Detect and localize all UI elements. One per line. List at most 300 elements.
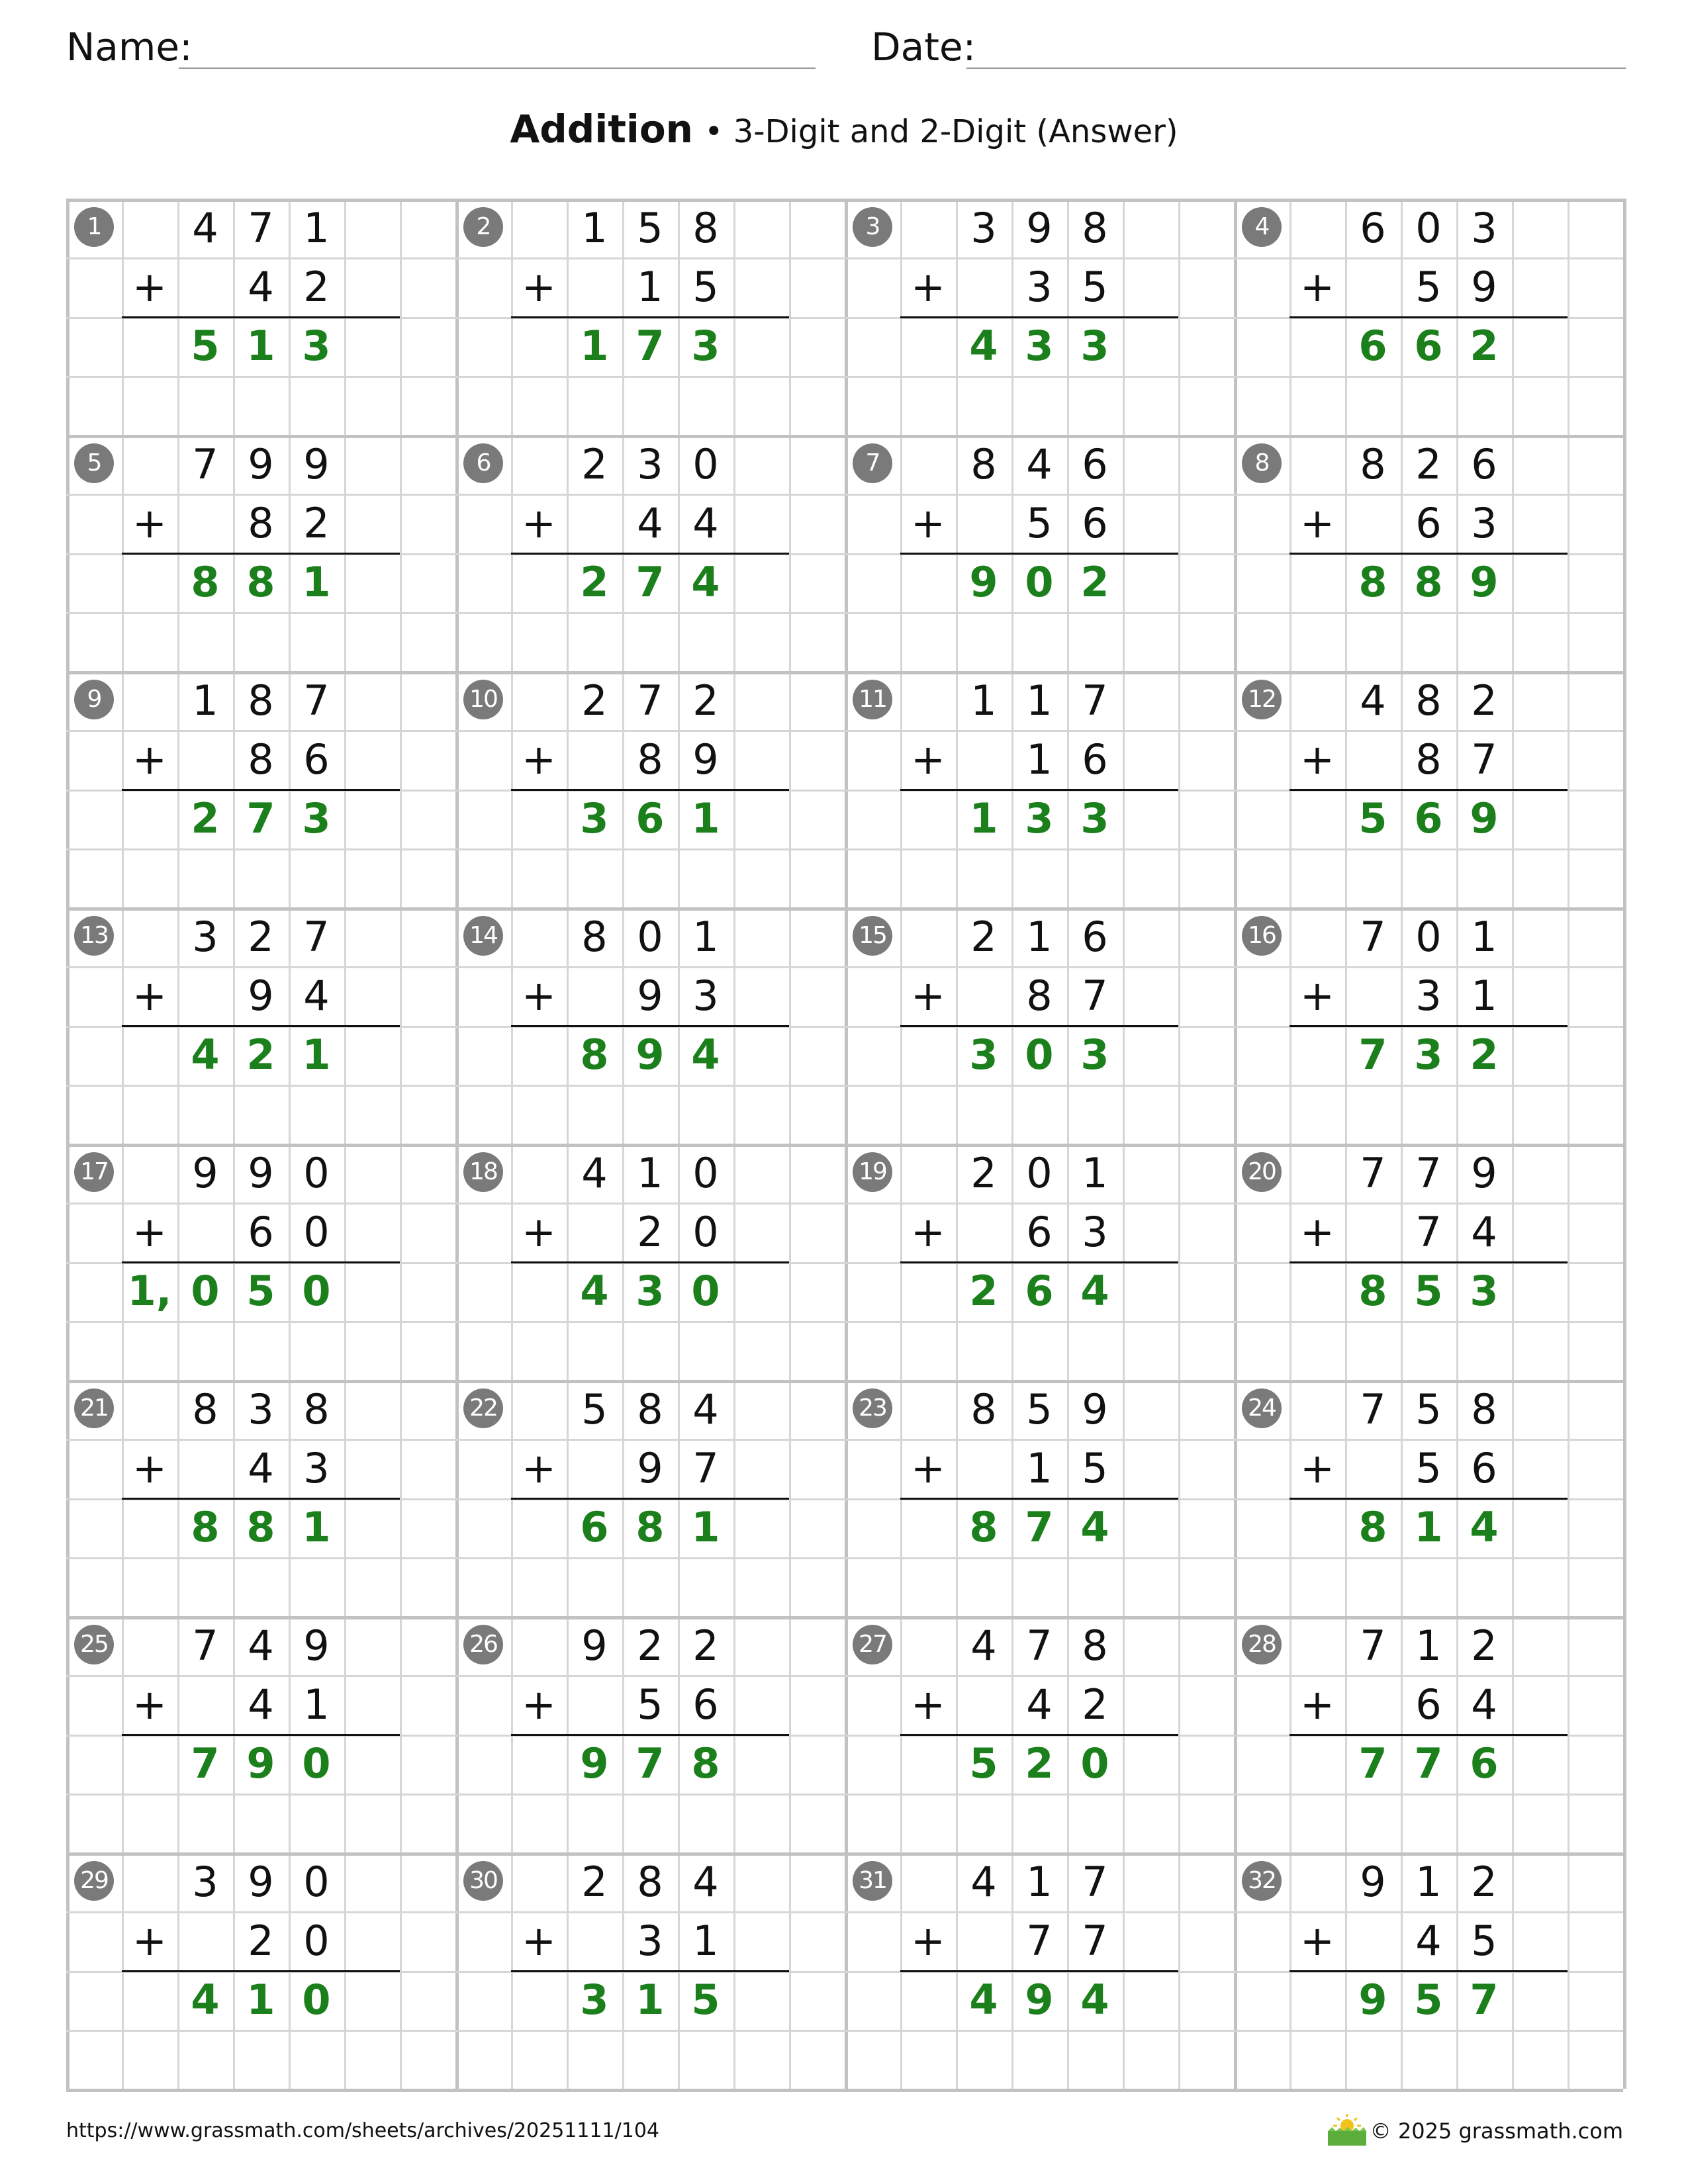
addend-2-digit: 4 <box>303 972 330 1020</box>
problem-number-badge: 2 <box>463 207 503 247</box>
problem-number-badge: 13 <box>74 916 114 956</box>
answer-digit: 1 <box>302 1030 331 1079</box>
answer-digit: 9 <box>969 558 998 606</box>
answer-digit: 8 <box>691 1739 720 1788</box>
addend-1-digit: 3 <box>1471 204 1497 252</box>
addend-1-digit: 6 <box>1082 913 1108 961</box>
problem-13 <box>66 907 455 1144</box>
problem-number-badge: 19 <box>853 1152 892 1192</box>
title-main: Addition <box>510 107 693 152</box>
addend-2-digit: 4 <box>1471 1680 1497 1729</box>
answer-digit: 0 <box>302 1739 331 1788</box>
answer-digit: 5 <box>969 1739 998 1788</box>
addend-2-digit: 1 <box>637 263 663 311</box>
answer-digit: 1 <box>246 1976 275 2024</box>
answer-digit: 5 <box>246 1267 275 1315</box>
addend-2-digit: 4 <box>637 499 663 547</box>
addend-2-digit: 0 <box>303 1208 330 1256</box>
problem-number-badge: 27 <box>853 1625 892 1664</box>
answer-digit: 8 <box>635 1503 665 1551</box>
answer-digit: 3 <box>1025 322 1054 370</box>
addend-1-digit: 2 <box>248 913 274 961</box>
addend-2-digit: 6 <box>692 1680 719 1729</box>
problem-6 <box>455 435 845 671</box>
addend-1-digit: 8 <box>970 1385 997 1433</box>
answer-digit: 8 <box>246 558 275 606</box>
name-label: Name: <box>66 24 193 69</box>
plus-sign: + <box>132 263 167 311</box>
addend-1-digit: 9 <box>1360 1858 1386 1906</box>
answer-digit: 0 <box>302 1267 331 1315</box>
addend-2-digit: 6 <box>1082 499 1108 547</box>
answer-digit: 9 <box>246 1739 275 1788</box>
problem-number-badge: 15 <box>853 916 892 956</box>
addend-2-digit: 3 <box>1026 263 1053 311</box>
answer-digit: 5 <box>1414 1267 1443 1315</box>
answer-digit: 1 <box>635 1976 665 2024</box>
addend-1-digit: 0 <box>303 1858 330 1906</box>
answer-digit: 3 <box>302 322 331 370</box>
answer-digit: 4 <box>1080 1976 1109 2024</box>
problem-number-badge: 24 <box>1242 1388 1282 1428</box>
addend-1-digit: 7 <box>637 676 663 725</box>
addend-1-digit: 2 <box>970 913 997 961</box>
addend-1-digit: 8 <box>581 913 608 961</box>
addend-1-digit: 7 <box>1082 676 1108 725</box>
footer-url[interactable]: https://www.grassmath.com/sheets/archives/20251111/104 <box>66 2119 660 2142</box>
addend-2-digit: 0 <box>692 1208 719 1256</box>
answer-digit: 8 <box>1414 558 1443 606</box>
plus-sign: + <box>1300 1917 1335 1965</box>
answer-digit: 2 <box>246 1030 275 1079</box>
answer-digit: 1, <box>127 1267 172 1315</box>
addend-1-digit: 4 <box>692 1858 719 1906</box>
answer-digit: 2 <box>1025 1739 1054 1788</box>
addend-1-digit: 3 <box>637 440 663 488</box>
answer-digit: 7 <box>635 1739 665 1788</box>
addend-1-digit: 9 <box>581 1621 608 1670</box>
plus-sign: + <box>911 972 945 1020</box>
addend-2-digit: 7 <box>1082 1917 1108 1965</box>
answer-digit: 8 <box>1358 1503 1387 1551</box>
answer-digit: 6 <box>1025 1267 1054 1315</box>
addend-2-digit: 6 <box>1026 1208 1053 1256</box>
problem-number-badge: 20 <box>1242 1152 1282 1192</box>
addend-1-digit: 1 <box>1471 913 1497 961</box>
addend-1-digit: 6 <box>1360 204 1386 252</box>
problem-number-badge: 10 <box>463 680 503 719</box>
answer-digit: 1 <box>302 1503 331 1551</box>
answer-digit: 3 <box>969 1030 998 1079</box>
answer-digit: 3 <box>1025 794 1054 842</box>
answer-digit: 8 <box>580 1030 609 1079</box>
addend-1-digit: 1 <box>1415 1621 1442 1670</box>
answer-digit: 5 <box>1414 1976 1443 2024</box>
addend-1-digit: 4 <box>970 1621 997 1670</box>
answer-digit: 7 <box>1358 1030 1387 1079</box>
worksheet-title <box>0 103 1688 158</box>
problem-number-badge: 11 <box>853 680 892 719</box>
problem-2 <box>455 199 845 435</box>
answer-digit: 6 <box>1358 322 1387 370</box>
plus-sign: + <box>1300 1680 1335 1729</box>
addend-1-digit: 8 <box>637 1385 663 1433</box>
addend-2-digit: 7 <box>1415 1208 1442 1256</box>
answer-digit: 7 <box>191 1739 220 1788</box>
plus-sign: + <box>522 499 556 547</box>
plus-sign: + <box>1300 499 1335 547</box>
answer-digit: 0 <box>302 1976 331 2024</box>
answer-digit: 2 <box>1470 322 1499 370</box>
problem-7 <box>845 435 1234 671</box>
problem-11 <box>845 671 1234 907</box>
problem-5 <box>66 435 455 671</box>
answer-digit: 6 <box>635 794 665 842</box>
answer-digit: 8 <box>246 1503 275 1551</box>
answer-digit: 2 <box>1080 558 1109 606</box>
problem-number-badge: 16 <box>1242 916 1282 956</box>
problem-1 <box>66 199 455 435</box>
answer-digit: 0 <box>1080 1739 1109 1788</box>
answer-digit: 7 <box>1025 1503 1054 1551</box>
addend-2-digit: 8 <box>637 735 663 784</box>
problem-number-badge: 12 <box>1242 680 1282 719</box>
plus-sign: + <box>1300 1444 1335 1492</box>
addend-1-digit: 5 <box>637 204 663 252</box>
plus-sign: + <box>132 972 167 1020</box>
problem-number-badge: 29 <box>74 1861 114 1901</box>
problem-25 <box>66 1616 455 1852</box>
answer-digit: 2 <box>1470 1030 1499 1079</box>
addend-1-digit: 7 <box>1360 1385 1386 1433</box>
problem-number-badge: 3 <box>853 207 892 247</box>
answer-digit: 3 <box>1470 1267 1499 1315</box>
addend-2-digit: 5 <box>692 263 719 311</box>
answer-digit: 1 <box>580 322 609 370</box>
answer-digit: 8 <box>969 1503 998 1551</box>
addend-1-digit: 0 <box>1026 1149 1053 1197</box>
problem-number-badge: 9 <box>74 680 114 719</box>
problem-number-badge: 28 <box>1242 1625 1282 1664</box>
addend-1-digit: 2 <box>637 1621 663 1670</box>
addend-1-digit: 2 <box>1471 1621 1497 1670</box>
answer-digit: 8 <box>1358 558 1387 606</box>
problem-number-badge: 31 <box>853 1861 892 1901</box>
addend-1-digit: 4 <box>192 204 218 252</box>
addend-1-digit: 4 <box>581 1149 608 1197</box>
problem-number-badge: 23 <box>853 1388 892 1428</box>
addend-1-digit: 1 <box>192 676 218 725</box>
grass-sun-logo-icon <box>1324 2111 1370 2148</box>
addend-2-digit: 1 <box>692 1917 719 1965</box>
addend-1-digit: 8 <box>637 1858 663 1906</box>
plus-sign: + <box>132 1917 167 1965</box>
answer-digit: 5 <box>691 1976 720 2024</box>
addend-1-digit: 7 <box>1360 913 1386 961</box>
answer-digit: 6 <box>1470 1739 1499 1788</box>
plus-sign: + <box>132 499 167 547</box>
plus-sign: + <box>132 735 167 784</box>
addend-2-digit: 5 <box>1082 263 1108 311</box>
problem-number-badge: 32 <box>1242 1861 1282 1901</box>
problem-number-badge: 5 <box>74 443 114 483</box>
addend-1-digit: 6 <box>1082 440 1108 488</box>
problem-32 <box>1234 1852 1623 2089</box>
date-label: Date: <box>871 24 976 69</box>
addend-1-digit: 3 <box>192 1858 218 1906</box>
addend-1-digit: 8 <box>1082 204 1108 252</box>
answer-digit: 6 <box>1414 794 1443 842</box>
answer-digit: 7 <box>1414 1739 1443 1788</box>
addend-1-digit: 9 <box>248 1858 274 1906</box>
plus-sign: + <box>522 735 556 784</box>
answer-digit: 7 <box>1358 1739 1387 1788</box>
answer-digit: 3 <box>1080 322 1109 370</box>
answer-digit: 4 <box>580 1267 609 1315</box>
problem-20 <box>1234 1144 1623 1380</box>
grid-vline <box>1623 199 1626 2089</box>
addend-1-digit: 3 <box>248 1385 274 1433</box>
problem-number-badge: 17 <box>74 1152 114 1192</box>
addend-1-digit: 0 <box>1415 204 1442 252</box>
addend-1-digit: 9 <box>303 1621 330 1670</box>
addend-2-digit: 5 <box>1471 1917 1497 1965</box>
addend-2-digit: 6 <box>1415 499 1442 547</box>
answer-digit: 9 <box>1470 558 1499 606</box>
answer-digit: 4 <box>691 1030 720 1079</box>
problem-number-badge: 22 <box>463 1388 503 1428</box>
addend-1-digit: 0 <box>637 913 663 961</box>
answer-digit: 3 <box>580 1976 609 2024</box>
problem-22 <box>455 1380 845 1616</box>
answer-digit: 3 <box>580 794 609 842</box>
answer-digit: 0 <box>191 1267 220 1315</box>
addend-1-digit: 9 <box>248 1149 274 1197</box>
problem-9 <box>66 671 455 907</box>
addend-1-digit: 9 <box>1026 204 1053 252</box>
addend-2-digit: 2 <box>1082 1680 1108 1729</box>
plus-sign: + <box>1300 735 1335 784</box>
addend-1-digit: 0 <box>692 1149 719 1197</box>
problem-30 <box>455 1852 845 2089</box>
problem-23 <box>845 1380 1234 1616</box>
addend-1-digit: 8 <box>1471 1385 1497 1433</box>
answer-digit: 1 <box>691 1503 720 1551</box>
addend-1-digit: 8 <box>1415 676 1442 725</box>
answer-digit: 8 <box>191 1503 220 1551</box>
addend-1-digit: 7 <box>303 913 330 961</box>
addend-1-digit: 1 <box>637 1149 663 1197</box>
addend-2-digit: 5 <box>1415 1444 1442 1492</box>
problem-number-badge: 26 <box>463 1625 503 1664</box>
addend-1-digit: 9 <box>1082 1385 1108 1433</box>
addend-1-digit: 0 <box>692 440 719 488</box>
addend-1-digit: 2 <box>581 1858 608 1906</box>
problem-26 <box>455 1616 845 1852</box>
addend-1-digit: 1 <box>1026 676 1053 725</box>
addend-2-digit: 3 <box>1415 972 1442 1020</box>
problem-number-badge: 1 <box>74 207 114 247</box>
plus-sign: + <box>132 1208 167 1256</box>
addend-1-digit: 9 <box>1471 1149 1497 1197</box>
addend-1-digit: 8 <box>303 1385 330 1433</box>
addend-2-digit: 0 <box>303 1917 330 1965</box>
addend-1-digit: 1 <box>970 676 997 725</box>
addend-1-digit: 8 <box>1082 1621 1108 1670</box>
addend-2-digit: 3 <box>1471 499 1497 547</box>
addend-1-digit: 7 <box>192 440 218 488</box>
addend-2-digit: 4 <box>248 1680 274 1729</box>
addend-2-digit: 3 <box>637 1917 663 1965</box>
answer-digit: 4 <box>191 1976 220 2024</box>
name-line[interactable] <box>179 68 816 69</box>
problem-number-badge: 6 <box>463 443 503 483</box>
problem-number-badge: 4 <box>1242 207 1282 247</box>
answer-digit: 2 <box>969 1267 998 1315</box>
addend-2-digit: 4 <box>1471 1208 1497 1256</box>
problem-14 <box>455 907 845 1144</box>
problem-number-badge: 21 <box>74 1388 114 1428</box>
answer-digit: 7 <box>1470 1976 1499 2024</box>
addend-1-digit: 1 <box>1415 1858 1442 1906</box>
footer-copyright: © 2025 grassmath.com <box>1370 2118 1623 2144</box>
answer-digit: 0 <box>1025 1030 1054 1079</box>
answer-digit: 9 <box>580 1739 609 1788</box>
addend-1-digit: 8 <box>248 676 274 725</box>
addend-2-digit: 3 <box>303 1444 330 1492</box>
answer-digit: 3 <box>302 794 331 842</box>
answer-digit: 3 <box>691 322 720 370</box>
answer-digit: 9 <box>1470 794 1499 842</box>
answer-digit: 1 <box>969 794 998 842</box>
answer-digit: 4 <box>1470 1503 1499 1551</box>
problem-12 <box>1234 671 1623 907</box>
plus-sign: + <box>522 972 556 1020</box>
problem-28 <box>1234 1616 1623 1852</box>
addend-1-digit: 7 <box>1026 1621 1053 1670</box>
plus-sign: + <box>1300 263 1335 311</box>
addend-1-digit: 1 <box>1026 1858 1053 1906</box>
problem-10 <box>455 671 845 907</box>
addend-2-digit: 8 <box>248 735 274 784</box>
answer-digit: 9 <box>1025 1976 1054 2024</box>
plus-sign: + <box>911 1917 945 1965</box>
answer-digit: 6 <box>1414 322 1443 370</box>
problem-24 <box>1234 1380 1623 1616</box>
problem-3 <box>845 199 1234 435</box>
answer-digit: 7 <box>246 794 275 842</box>
problem-29 <box>66 1852 455 2089</box>
problem-27 <box>845 1616 1234 1852</box>
addend-2-digit: 5 <box>637 1680 663 1729</box>
answer-digit: 1 <box>302 558 331 606</box>
addend-1-digit: 7 <box>1415 1149 1442 1197</box>
plus-sign: + <box>522 1208 556 1256</box>
addend-1-digit: 7 <box>192 1621 218 1670</box>
answer-digit: 3 <box>635 1267 665 1315</box>
problem-15 <box>845 907 1234 1144</box>
problem-4 <box>1234 199 1623 435</box>
addend-2-digit: 9 <box>692 735 719 784</box>
addend-1-digit: 9 <box>303 440 330 488</box>
answer-digit: 6 <box>580 1503 609 1551</box>
addend-2-digit: 1 <box>303 1680 330 1729</box>
problem-number-badge: 14 <box>463 916 503 956</box>
addend-1-digit: 2 <box>692 676 719 725</box>
addend-2-digit: 9 <box>248 972 274 1020</box>
answer-digit: 3 <box>1414 1030 1443 1079</box>
answer-digit: 4 <box>969 1976 998 2024</box>
addend-2-digit: 6 <box>303 735 330 784</box>
addend-1-digit: 7 <box>1082 1858 1108 1906</box>
answer-digit: 5 <box>1358 794 1387 842</box>
title-subtitle: • 3-Digit and 2-Digit (Answer) <box>704 113 1178 150</box>
addend-2-digit: 4 <box>248 1444 274 1492</box>
addend-1-digit: 4 <box>970 1858 997 1906</box>
addend-2-digit: 4 <box>1026 1680 1053 1729</box>
addend-1-digit: 5 <box>581 1385 608 1433</box>
answer-digit: 5 <box>191 322 220 370</box>
addend-2-digit: 9 <box>637 1444 663 1492</box>
addend-2-digit: 3 <box>1082 1208 1108 1256</box>
addend-2-digit: 4 <box>692 499 719 547</box>
addend-1-digit: 1 <box>1026 913 1053 961</box>
plus-sign: + <box>522 1680 556 1729</box>
answer-digit: 7 <box>635 322 665 370</box>
addend-2-digit: 5 <box>1415 263 1442 311</box>
problem-16 <box>1234 907 1623 1144</box>
answer-digit: 4 <box>1080 1267 1109 1315</box>
addend-1-digit: 0 <box>303 1149 330 1197</box>
addend-2-digit: 7 <box>1082 972 1108 1020</box>
date-line[interactable] <box>966 68 1626 69</box>
addend-1-digit: 9 <box>248 440 274 488</box>
plus-sign: + <box>522 1917 556 1965</box>
addend-2-digit: 2 <box>637 1208 663 1256</box>
addend-2-digit: 6 <box>1415 1680 1442 1729</box>
answer-digit: 4 <box>1080 1503 1109 1551</box>
addend-1-digit: 4 <box>1026 440 1053 488</box>
problem-number-badge: 25 <box>74 1625 114 1664</box>
addend-1-digit: 2 <box>1471 676 1497 725</box>
answer-digit: 7 <box>635 558 665 606</box>
plus-sign: + <box>522 1444 556 1492</box>
addend-2-digit: 6 <box>1082 735 1108 784</box>
addend-2-digit: 1 <box>1026 735 1053 784</box>
addend-2-digit: 8 <box>248 499 274 547</box>
answer-digit: 8 <box>1358 1267 1387 1315</box>
addend-1-digit: 4 <box>1360 676 1386 725</box>
addend-2-digit: 1 <box>1026 1444 1053 1492</box>
problem-21 <box>66 1380 455 1616</box>
addend-1-digit: 2 <box>1471 1858 1497 1906</box>
answer-digit: 8 <box>191 558 220 606</box>
addend-1-digit: 6 <box>1471 440 1497 488</box>
answer-digit: 0 <box>691 1267 720 1315</box>
plus-sign: + <box>911 263 945 311</box>
answer-digit: 9 <box>1358 1976 1387 2024</box>
addend-1-digit: 3 <box>970 204 997 252</box>
problem-number-badge: 30 <box>463 1861 503 1901</box>
answer-digit: 3 <box>1080 1030 1109 1079</box>
answer-digit: 4 <box>969 322 998 370</box>
addend-2-digit: 4 <box>248 263 274 311</box>
answer-digit: 1 <box>691 794 720 842</box>
addend-2-digit: 3 <box>692 972 719 1020</box>
plus-sign: + <box>911 499 945 547</box>
plus-sign: + <box>911 1444 945 1492</box>
addend-1-digit: 8 <box>192 1385 218 1433</box>
